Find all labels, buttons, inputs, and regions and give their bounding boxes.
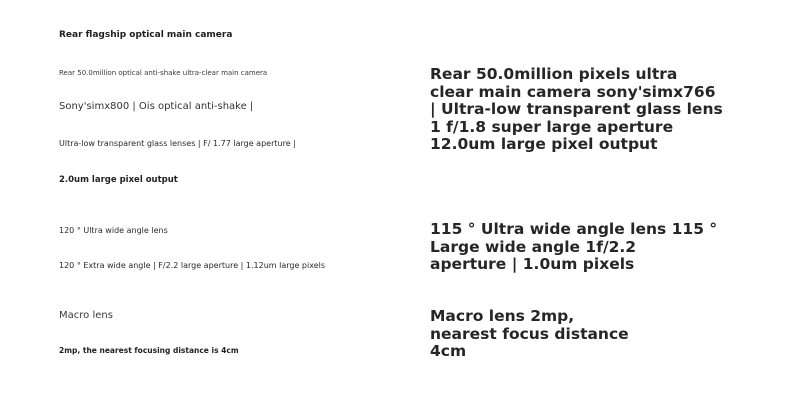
main-camera-line: clear main camera sony'simx766 — [430, 82, 716, 101]
wide-lens-line: 115 ° Ultra wide angle lens 115 ° — [430, 220, 718, 238]
main-camera-line: 1 f/1.8 super large aperture — [430, 117, 674, 136]
wide-lens-detail: 120 ° Extra wide angle | F/2.2 large aperture | 1.12um large pixels — [59, 261, 326, 270]
macro-lens-description — [430, 308, 629, 361]
main-camera-subtitle: Rear 50.0million optical anti-shake ultra-clear main camera — [59, 69, 268, 77]
main-camera-line: | Ultra-low transparent glass lens — [430, 100, 723, 118]
main-camera-pixel: 2.0um large pixel output — [59, 175, 178, 185]
wide-lens-line: Large wide angle 1f/2.2 — [430, 237, 637, 256]
macro-lens-line: Macro lens 2mp, — [430, 307, 575, 325]
macro-lens-line: nearest focus distance — [430, 324, 629, 343]
main-camera-line: 12.0um large pixel output — [430, 135, 658, 153]
macro-lens-detail: 2mp, the nearest focusing distance is 4cm — [59, 346, 239, 355]
wide-lens-description — [430, 221, 717, 274]
macro-lens-title: Macro lens — [59, 310, 113, 321]
main-camera-line: Rear 50.0million pixels ultra — [430, 65, 678, 83]
wide-lens-title: 120 ° Ultra wide angle lens — [59, 226, 168, 235]
macro-lens-line: 4cm — [430, 342, 467, 360]
main-camera-description — [430, 66, 723, 154]
main-camera-sensor: Sony'simx800 | Ois optical anti-shake | — [59, 101, 254, 112]
section-heading: Rear flagship optical main camera — [59, 30, 233, 40]
main-camera-lens: Ultra-low transparent glass lenses | F/ 1.77 large aperture | — [59, 139, 296, 148]
wide-lens-line: aperture | 1.0um pixels — [430, 255, 635, 273]
